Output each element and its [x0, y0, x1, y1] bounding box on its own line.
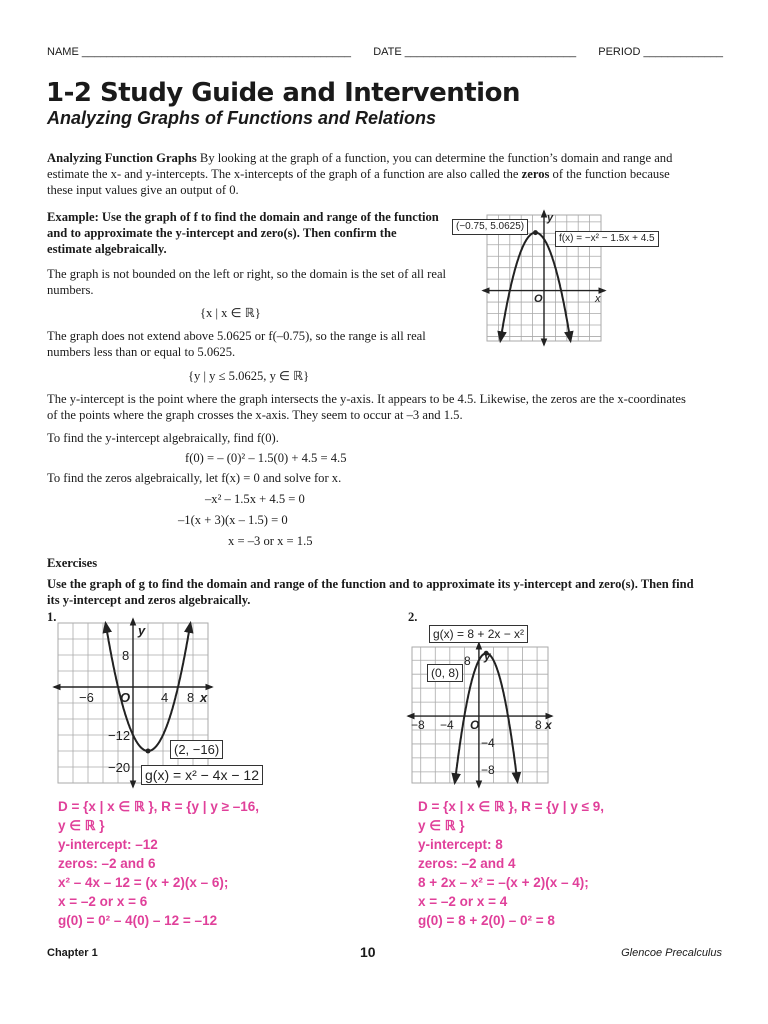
x-tick: −6: [79, 690, 94, 705]
exercises-heading: Exercises: [47, 556, 98, 570]
point-label: (0, 8): [427, 664, 463, 682]
intercept-explanation: The y-intercept is the point where the graph intersects the y-axis. It appears to be 4.5. Likewise, the zeros are the x-coordinates of the points where the graph crosses the x-axis. They seem to occur at –3 and 1.5.: [47, 392, 686, 422]
example-prompt: Example: Use the graph of f to find the domain and range of the function and to approximate the y-intercept and zero(s). Then confirm the estimate algebraically.: [47, 210, 439, 256]
y-tick: −4: [481, 736, 495, 750]
intro-text: By looking at the graph of a function, you can determine the function’s domain and range and estimate the x- and y-intercepts. The x-intercepts of the graph of a function are also called the: [47, 151, 673, 181]
exercise-1-answer: [58, 797, 259, 930]
answer-line: zeros: –2 and 4: [418, 856, 516, 871]
vertex-label: (−0.75, 5.0625): [452, 219, 528, 235]
page-subtitle: Analyzing Graphs of Functions and Relations: [47, 108, 437, 128]
exercise-2-answer: [418, 797, 604, 930]
vertex-point: [146, 749, 151, 754]
zeros-equation-1: –x² – 1.5x + 4.5 = 0: [205, 492, 305, 506]
x-tick: 8: [187, 690, 195, 705]
footer-page-number: 10: [360, 944, 376, 960]
x-tick: −4: [440, 718, 454, 732]
answer-line: zeros: –2 and 6: [58, 856, 156, 871]
answer-line: g(0) = 0² – 4(0) – 12 = –12: [58, 913, 218, 928]
y-axis-label: y: [138, 623, 146, 638]
footer-book-title: Glencoe Precalculus: [621, 947, 722, 959]
answer-line: D = {x | x ∈ ℝ }, R = {y | y ≤ 9,: [418, 799, 604, 814]
period-field-label: PERIOD _____________: [598, 46, 723, 58]
y-tick: 8: [122, 648, 130, 663]
answer-line: x² – 4x – 12 = (x + 2)(x – 6);: [58, 875, 229, 890]
y-tick: −12: [108, 728, 131, 743]
vertex-label: (2, −16): [170, 740, 223, 759]
answer-line: g(0) = 8 + 2(0) – 0² = 8: [418, 913, 555, 928]
vertex-point: [533, 230, 538, 235]
page-title: 1-2 Study Guide and Intervention: [46, 78, 520, 108]
exercise-2-number: 2.: [408, 610, 418, 624]
origin-label: O: [470, 718, 480, 732]
answer-line: 8 + 2x – x² = –(x + 2)(x – 4);: [418, 875, 589, 890]
exercises-instructions: Use the graph of g to find the domain and range of the function and to approximate its y-intercept and zero(s). Then find its y-intercept and zeros algebraically.: [47, 577, 694, 607]
name-field-label: NAME ____________________________________________: [47, 46, 352, 58]
answer-line: y-intercept: –12: [58, 837, 158, 852]
domain-set: {x | x ∈ ℝ}: [200, 306, 261, 320]
function-label: g(x) = x² − 4x − 12: [141, 765, 263, 785]
intro-paragraph: [47, 150, 695, 198]
y-axis-label: y: [484, 649, 491, 663]
zeros-equation-3: x = –3 or x = 1.5: [228, 534, 313, 548]
x-axis-label: x: [595, 293, 601, 305]
answer-line: y-intercept: 8: [418, 837, 503, 852]
date-field-label: DATE ____________________________: [373, 46, 577, 58]
function-label: f(x) = −x² − 1.5x + 4.5: [555, 231, 659, 247]
x-tick: 8: [535, 718, 542, 732]
zeros-term: zeros: [521, 167, 550, 181]
range-explanation: The graph does not extend above 5.0625 or f(–0.75), so the range is all real numbers less than or equal to 5.0625.: [47, 329, 426, 359]
origin-label: O: [120, 690, 131, 705]
student-info-header: [47, 46, 723, 58]
range-set: {y | y ≤ 5.0625, y ∈ ℝ}: [188, 369, 310, 383]
answer-line: x = –2 or x = 6: [58, 894, 148, 909]
answer-line: x = –2 or x = 4: [418, 894, 508, 909]
origin-label: O: [534, 293, 543, 305]
footer-chapter: Chapter 1: [47, 947, 98, 959]
x-axis-label: x: [545, 718, 552, 732]
find-zeros-text: To find the zeros algebraically, let f(x) = 0 and solve for x.: [47, 471, 342, 485]
y-tick: 8: [464, 654, 471, 668]
x-axis-label: x: [200, 690, 208, 705]
answer-line: D = {x | x ∈ ℝ }, R = {y | y ≥ –16,: [58, 799, 260, 814]
intro-text-end: of the function because these input values give an output of 0.: [47, 167, 670, 197]
function-label: g(x) = 8 + 2x − x²: [429, 625, 528, 643]
answer-line: y ∈ ℝ }: [418, 818, 465, 833]
answer-line: y ∈ ℝ }: [58, 818, 105, 833]
f0-equation: f(0) = – (0)² – 1.5(0) + 4.5 = 4.5: [185, 451, 347, 465]
zeros-equation-2: –1(x + 3)(x – 1.5) = 0: [178, 513, 288, 527]
x-tick: 4: [161, 690, 169, 705]
y-tick: −20: [108, 760, 131, 775]
exercise-1-number: 1.: [47, 610, 57, 624]
y-axis-label: y: [547, 212, 554, 224]
domain-explanation: The graph is not bounded on the left or right, so the domain is the set of all real numbers.: [47, 267, 447, 297]
find-intercept-text: To find the y-intercept algebraically, find f(0).: [47, 431, 279, 445]
x-tick: −8: [411, 718, 425, 732]
y-tick: −8: [481, 763, 495, 777]
intro-heading: Analyzing Function Graphs: [47, 151, 197, 165]
